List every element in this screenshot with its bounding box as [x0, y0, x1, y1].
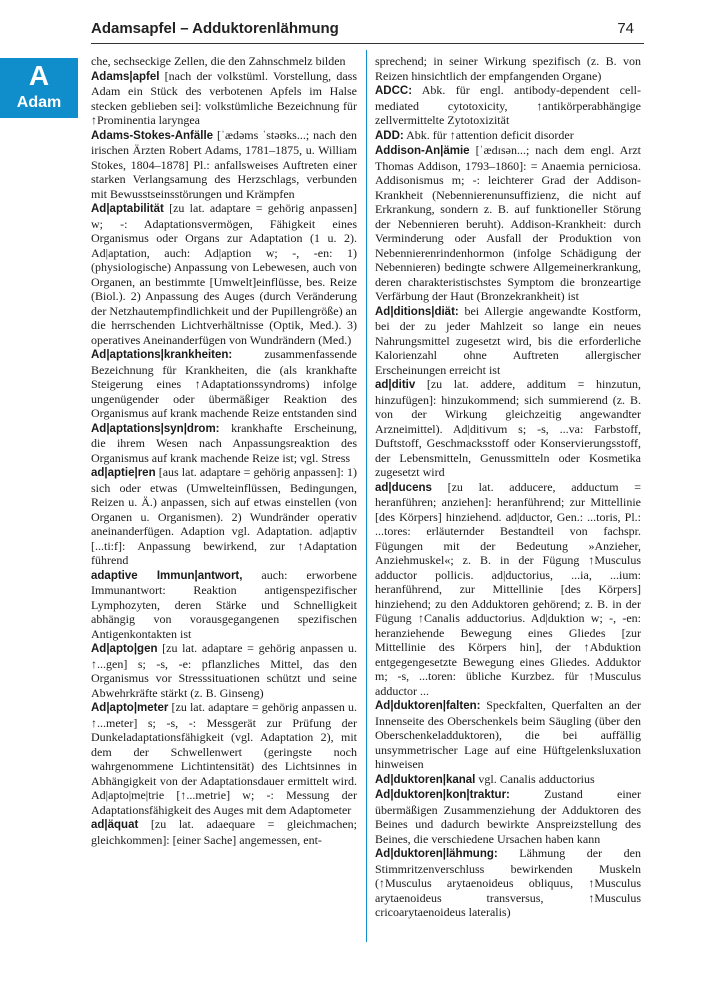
- entry-text: [ˈædɪsən...; nach dem engl. Arzt Thomas Addison, 1793–1860]: = Anaemia perniciosa. Addisonismus m; -: leichterer Grad der Addison-Krankheit (Nebennierenunsuffizienz, die nicht auf Erkrankung, sondern z. B. auf funktioneller Störung der Nebennieren beruht). Addison-Krankheit: durch Verminderung oder Ausfall der Produktion von Nebennierenrindenhormon (infolge Schädigung der Nebennieren) bedingte schwere Allgemeinerkrankung, deren charakteristischstes Symptom die bronzeartige Verfärbung der Haut (Bronzekrankheit) ist: [375, 143, 641, 303]
- dictionary-entry: [375, 480, 641, 699]
- entry-text: [zu lat. adaptare = gehörig anpassen] w; -: Adaptationsvermögen, Fähigkeit eines Organismus oder Organs zur Adaptation (1 u. 2). Ad|aptation, auch: Ad|aption w; -, -en: 1) (physiologische) Anpassung von Lebewesen, auch von Organen, an bestimmte [Umwelt]einflüsse, bes. Reize (Biol.). 2) Anpassung des Auges (durch Veränderung der Netzhautempfindlichkeit und der Pupillengröße) an die herrschenden Lichtverhältnisse (Optik, Med.). 3) operatives Aneinanderfügen von Wundrändern (Med.): [91, 201, 357, 347]
- dictionary-entry: [91, 700, 357, 817]
- entry-headword: Adams-Stokes-Anfälle: [91, 129, 214, 142]
- entry-headword: Ad|apto|meter: [91, 702, 169, 714]
- entry-headword: Ad|ditions|diät:: [375, 305, 459, 318]
- page-number: 74: [617, 20, 634, 37]
- entry-headword: Ad|apto|gen: [91, 643, 158, 655]
- entry-text: [aus lat. adaptare = gehörig anpassen]: 1) sich oder etwas (Umwelteinflüssen, Bedingungen, Reizen u. Ä.) anpassen, sich auf etwas einstellen (von Organen u. Organismen). 2) Wundränder operativ aneinanderfügen. Adaption vgl. Adaptation. ad|aptiv [...ti:f]: Anpassung bewirkend, zur ↑Adaptation führend: [91, 465, 357, 567]
- entry-text: Speckfalten, Querfalten an der Innenseite des Oberschenkels beim Säugling (über den Oberschenkeladduktoren), die bei auffällig unsymmetrischer Lage auf eine Hüftgelenksluxation hinweisen: [375, 698, 641, 771]
- entry-headword: adaptive Immun|antwort,: [91, 569, 243, 582]
- dictionary-entry: [91, 347, 357, 421]
- entry-headword: Ad|aptabilität: [91, 203, 164, 215]
- dictionary-entry: [91, 421, 357, 466]
- dictionary-entry: [91, 54, 357, 69]
- entry-text: che, sechseckige Zellen, die den Zahnschmelz bilden: [91, 54, 346, 68]
- entry-text: zusammenfassende Bezeichnung für Krankheiten, die (als krankhafte Steigerung eines ↑Adaptationssyndroms) infolge ungenügender oder übermäßiger Reaktion des Organismus auf krank machende Reize entstanden sind: [91, 347, 357, 420]
- tab-letter: A: [28, 60, 50, 91]
- entry-text: [zu lat. adaptare = gehörig anpassen u. ↑...gen] s; -s, -e: pflanzliches Mittel, das den Organismus vor Stresssituationen schützt und seine Abwehrkräfte stärkt (z. B. Ginseng): [91, 641, 357, 700]
- entry-headword: Ad|duktoren|kon|traktur:: [375, 789, 510, 801]
- entry-text: vgl. Canalis adductorius: [475, 771, 595, 786]
- entry-headword: ad|ditiv: [375, 379, 416, 391]
- dictionary-entry: [91, 641, 357, 700]
- entry-headword: Ad|duktoren|kanal: [375, 773, 476, 786]
- dictionary-entry: [91, 201, 357, 347]
- entry-text: [nach der volkstüml. Vorstellung, dass Adam ein Stück des verbotenen Apfels im Halse stecken geblieben sei]: volkstümliche Bezeichnung für ↑Prominentia laryngea: [91, 68, 357, 127]
- column-divider: [366, 50, 367, 942]
- entry-headword: Ad|duktoren|falten:: [375, 700, 481, 712]
- entry-headword: Adams|apfel: [91, 70, 160, 83]
- dictionary-entry: [91, 465, 357, 568]
- entry-text: [zu lat. addere, additum = hinzutun, hinzufügen]: hinzukommend; sich summierend (z. B. von der Wirkung gleichzeitig angewandter Arzneimittel). Ad|ditivum s; -s, ...va: Farbstoff, Duftstoff, Geschmacksstoff oder Konservierungsstoff, der Lebensmitteln, Genussmitteln oder Kosmetika zugesetzt wird: [375, 377, 641, 479]
- entry-text: auch: erworbene Immunantwort: Reaktion antigenspezifischer Lymphozyten, deren Stärke und Schnelligkeit abhängig von vorausgegangenen spezifischen Antigenkontakten ist: [91, 567, 358, 641]
- entry-text: Abk. für engl. antibody-dependent cell-mediated cytotoxicity, ↑antikörperabhängige zellvermittelte Zytotoxizität: [375, 83, 641, 127]
- running-header: [91, 20, 644, 40]
- dictionary-entry: [375, 377, 641, 480]
- dictionary-entry: [375, 787, 641, 846]
- entry-headword: Ad|aptations|syn|drom:: [91, 422, 220, 435]
- entry-text: Zustand einer übermäßigen Zusammenziehung der Adduktoren des Beines und dadurch bewirkte Anspreizstellung des Beines, die verschiedene Ursachen haben kann: [375, 787, 641, 846]
- entry-text: [zu lat. adaptare = gehörig anpassen u. ↑...meter] s; -s, -: Messgerät zur Prüfung der Dunkeladaptationsfähigkeit (vgl. Adaptation 2), mit dem der Schwellenwert (geringste noch wahrgenommene Lichtintensität) des Lichtsinnes in Abhängigkeit von der Adaptationsdauer ermittelt wird. Ad|apto|me|trie [↑...metrie] w; -: Messung der Adaptationsfähigkeit des Auges mit dem Adaptometer: [91, 700, 357, 817]
- dictionary-entry: [91, 817, 357, 847]
- dictionary-entry: [375, 54, 641, 83]
- entry-headword: Ad|duktoren|lähmung:: [375, 848, 498, 860]
- header-rule: [91, 43, 644, 44]
- dictionary-entry: [375, 304, 641, 378]
- dictionary-entry: [375, 128, 641, 144]
- tab-keyword: Adam: [16, 94, 62, 111]
- dictionary-entry: [91, 69, 357, 128]
- header-title: Adamsapfel – Adduktorenlähmung: [91, 20, 339, 37]
- right-column: [375, 54, 641, 920]
- dictionary-entry: [375, 83, 641, 128]
- entry-text: bei Allergie angewandte Kostform, bei der zu jeder Mahlzeit so lange ein neues Nahrungsmittel zugesetzt wird, bis die erforderliche Kalorienzahl ohne Auftreten allergischer Erscheinungen erreicht ist: [375, 303, 641, 377]
- dictionary-entry: [375, 698, 641, 772]
- entry-text: [ˈædəms ˈstəʊks...; nach den irischen Ärzten Robert Adams, 1781–1875, u. William Stokes, 1804–1878] Pl.: anfallsweises Auftreten einer starken Verlangsamung des Herzschlags, verbunden mit Bewusstseinsstörungen und Krämpfen: [91, 127, 357, 201]
- entry-headword: ADD:: [375, 129, 404, 142]
- dictionary-entry: [91, 568, 357, 642]
- entry-headword: ad|aptie|ren: [91, 467, 156, 479]
- thumb-index-tab: [0, 58, 78, 118]
- entry-text: [zu lat. adaequare = gleichmachen; gleichkommen]: [einer Sache] angemessen, ent-: [91, 817, 357, 847]
- entry-headword: Addison-An|ämie: [375, 145, 470, 157]
- entry-text: sprechend; in seiner Wirkung spezifisch (z. B. von Reizen hinsichtlich der empfangenden Organe): [375, 54, 641, 83]
- dictionary-entry: [375, 772, 641, 788]
- left-column: [91, 54, 357, 847]
- entry-headword: ADCC:: [375, 85, 413, 97]
- entry-headword: ad|ducens: [375, 481, 432, 494]
- entry-text: krankhafte Erscheinung, die ihrem Wesen nach Anpassungsreaktion des Organismus auf krank machende Reize ist; vgl. Stress: [91, 420, 357, 465]
- dictionary-entry: [91, 128, 357, 202]
- dictionary-entry: [375, 846, 641, 920]
- entry-text: Abk. für ↑attention deficit disorder: [403, 127, 574, 142]
- dictionary-entry: [375, 143, 641, 304]
- entry-text: [zu lat. adducere, adductum = heranführen; anziehen]: heranführend; zur Mittellinie [des Körpers] hinziehend. ad|ductor, Gen.: ...toris, Pl.: ...tores: erläuternder Bestandteil von fachspr. Fügungen mit der Bedeutung »Anzieher, Anziehmuskel«; z. B. in der Fügung ↑Musculus adductor pollicis. ad|ductorius, ...ia, ...ium: heranführend, zur Mittellinie [des Körpers] hinziehend; zu den Adduktoren gehörend; z. B. in der Fügung ↑Canalis adductorius. Ad|duktion w; -, -en: heranziehende Bewegung eines Gliedes [zur Mittellinie des Körpers hin], der ↑Abduktion entgegengesetzte Bewegung eines Gliedes. Adduktor m; -s, ...toren: übliche Kurzbez. für ↑Musculus adductor ...: [375, 479, 641, 698]
- entry-headword: Ad|aptations|krankheiten:: [91, 349, 233, 361]
- entry-headword: ad|äquat: [91, 819, 139, 831]
- entry-text: Lähmung der den Stimmritzenverschluss bewirkenden Muskeln (↑Musculus arytaenoideus obliquus, ↑Musculus arytaenoideus transversus, ↑Musculus cricoarytaenoideus lateralis): [375, 846, 641, 919]
